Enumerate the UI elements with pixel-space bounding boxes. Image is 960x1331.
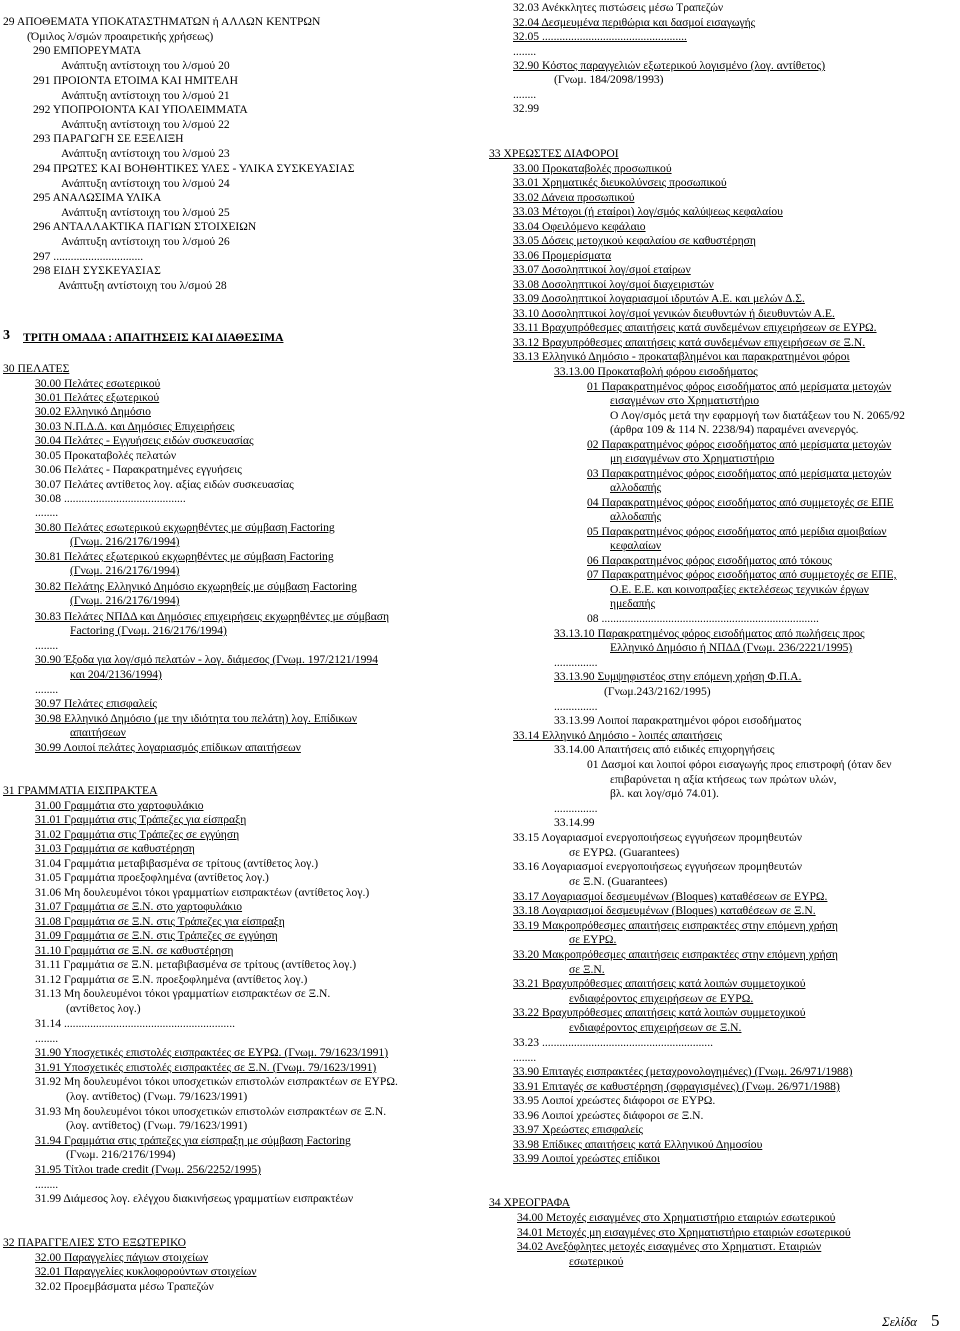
right-line: 32.99 [513, 102, 540, 115]
left-line: Ανάπτυξη αντίστοιχη του λ/σμού 28 [58, 279, 227, 292]
right-line: 33.04 Οφειλόμενο κεφάλαιο [513, 220, 646, 233]
right-line: 33.91 Επιταγές σε καθυστέρηση (σφραγισμένες) (Γνωμ. 26/971/1988) [513, 1080, 840, 1093]
left-line: (Γνωμ. 216/2176/1994) [66, 1148, 176, 1161]
right-line: 34.02 Ανεξόφλητες μετοχές εισαγμένες στο Χρηματιστ. Εταιριών [517, 1240, 822, 1253]
left-line: (λογ. αντίθετος) (Γνωμ. 79/1623/1991) [66, 1090, 248, 1103]
left-line: 31.07 Γραμμάτια σε Ξ.Ν. στο χαρτοφυλάκιο [35, 900, 243, 913]
left-line: 30.00 Πελάτες εσωτερικού [35, 377, 161, 390]
right-line: 33 ΧΡΕΩΣΤΕΣ ΔΙΑΦΟΡΟΙ [489, 147, 619, 160]
right-line: σε ΕΥΡΩ. (Guarantees) [569, 846, 680, 859]
left-line: ........ [35, 506, 59, 519]
right-line: 33.06 Προμερίσματα [513, 249, 612, 262]
left-line: (αντίθετος λογ.) [66, 1002, 141, 1015]
right-line: σε ΕΥΡΩ. [569, 933, 617, 946]
left-line: και 204/2136/1994) [70, 668, 162, 681]
left-line: 31.02 Γραμμάτια στις Τράπεζες σε εγγύηση [35, 828, 240, 841]
left-line: Ανάπτυξη αντίστοιχη του λ/σμού 20 [61, 59, 230, 72]
right-line: ........ [513, 1051, 537, 1064]
left-line: ........ [35, 639, 59, 652]
left-line: 30.97 Πελάτες επισφαλείς [35, 697, 157, 710]
right-line: 33.20 Μακροπρόθεσμες απαιτήσεις εισπρακτέες στην επόμενη χρήση [513, 948, 838, 961]
left-line: Ανάπτυξη αντίστοιχη του λ/σμού 26 [61, 235, 230, 248]
left-line: Factoring (Γνωμ. 216/2176/1994) [70, 624, 227, 637]
right-line: 33.18 Λογαριασμοί δεσμευμένων (Bloques) καταθέσεων σε Ξ.Ν. [513, 904, 816, 917]
right-line: 32.04 Δεσμευμένα περιθώρια και δασμοί εισαγωγής [513, 16, 756, 29]
left-line: 293 ΠΑΡΑΓΩΓΗ ΣΕ ΕΞΕΛΙΞΗ [33, 132, 184, 145]
left-line: 31.91 Υποσχετικές επιστολές εισπρακτέες σε Ξ.Ν. (Γνωμ. 79/1623/1991) [35, 1061, 377, 1074]
left-line: ........ [35, 1032, 59, 1045]
right-line: 07 Παρακρατημένος φόρος εισοδήματος από συμμετοχές σε ΕΠΕ, [587, 568, 897, 581]
left-line: 30.03 Ν.Π.Δ.Δ. και Δημόσιες Επιχειρήσεις [35, 420, 235, 433]
right-line: 33.90 Επιταγές εισπρακτέες (μεταχρονολογημένες) (Γνωμ. 26/971/1988) [513, 1065, 853, 1078]
right-line: 33.95 Λοιποί χρεώστες διάφοροι σε ΕΥΡΩ. [513, 1094, 716, 1107]
left-line: 3 [3, 328, 10, 343]
left-line: 31.05 Γραμμάτια προεξοφλημένα (αντίθετος λογ.) [35, 871, 269, 884]
left-line: 291 ΠΡΟΙΟΝΤΑ ΕΤΟΙΜΑ ΚΑΙ ΗΜΙΤΕΛΗ [33, 74, 238, 87]
right-line: εσωτερικού [569, 1255, 624, 1268]
right-line: (άρθρα 109 & 114 Ν. 2238/94) παραμένει ανενεργός. [610, 423, 859, 436]
left-line: (Γνωμ. 216/2176/1994) [70, 594, 180, 607]
left-line: 31.06 Μη δουλευμένοι τόκοι γραμματίων εισπρακτέων (αντίθετος λογ.) [35, 886, 370, 899]
left-line: 30.90 Έξοδα για λογ/σμό πελατών - λογ. διάμεσος (Γνωμ. 197/2121/1994 [35, 653, 379, 666]
left-line: 32.02 Προεμβάσματα μέσω Τραπεζών [35, 1280, 214, 1293]
left-line: 292 ΥΠΟΠΡΟΙΟΝΤΑ ΚΑΙ ΥΠΟΛΕΙΜΜΑΤΑ [33, 103, 248, 116]
right-line: 33.16 Λογαριασμοί ενεργοποιήσεως εγγυήσεων προμηθευτών [513, 860, 802, 873]
right-line: 33.98 Επίδικες απαιτήσεις κατά Ελληνικού Δημοσίου [513, 1138, 763, 1151]
right-line: 33.01 Χρηματικές διευκολύνσεις προσωπικού [513, 176, 727, 189]
right-line: 32.90 Κόστος παραγγελιών εξωτερικού λογισμένο (λογ. αντίθετος) [513, 59, 826, 72]
left-line: Ανάπτυξη αντίστοιχη του λ/σμού 25 [61, 206, 230, 219]
left-line: 31.90 Υποσχετικές επιστολές εισπρακτέες σε ΕΥΡΩ. (Γνωμ. 79/1623/1991) [35, 1046, 389, 1059]
right-line: (Γνωμ.243/2162/1995) [604, 685, 711, 698]
left-line: 31.01 Γραμμάτια στις Τράπεζες για είσπραξη [35, 813, 247, 826]
right-line: 03 Παρακρατημένος φόρος εισοδήματος από μερίσματα μετοχών [587, 467, 892, 480]
right-line: 33.05 Δόσεις μετοχικού κεφαλαίου σε καθυστέρηση [513, 234, 756, 247]
right-line: ημεδαπής [610, 597, 656, 610]
right-line: ........ [513, 45, 537, 58]
right-line: 06 Παρακρατημένος φόρος εισοδήματος από τόκους [587, 554, 832, 567]
left-line: 31.12 Γραμμάτια σε Ξ.Ν. προεξοφλημένα (αντίθετος λογ.) [35, 973, 308, 986]
left-line: 30.99 Λοιποί πελάτες λογαριασμός επίδικων απαιτήσεων [35, 741, 301, 754]
right-line: 08 ........................................................................... [587, 612, 819, 625]
left-line: 30.82 Πελάτης Ελληνικό Δημόσιο εκχωρηθείς με σύμβαση Factoring [35, 580, 357, 593]
left-line: 30.08 .......................................... [35, 492, 186, 505]
right-line: 32.05 .................................................. [513, 30, 687, 43]
right-line: 33.97 Χρεώστες επισφαλείς [513, 1123, 643, 1136]
right-line: 01 Δασμοί και λοιποί φόροι εισαγωγής προς επιστροφή (όταν δεν [587, 758, 892, 771]
right-line: κεφαλαίων [610, 539, 662, 552]
right-line: σε Ξ.Ν. [569, 963, 605, 976]
right-line: 33.00 Προκαταβολές προσωπικού [513, 162, 672, 175]
left-line: απαιτήσεων [70, 726, 126, 739]
right-line: 34 ΧΡΕΟΓΡΑΦΑ [489, 1196, 571, 1209]
left-line: (λογ. αντίθετος) (Γνωμ. 79/1623/1991) [66, 1119, 248, 1132]
right-line: 33.17 Λογαριασμοί δεσμευμένων (Bloques) καταθέσεων σε ΕΥΡΩ. [513, 890, 828, 903]
right-line: 33.99 Λοιποί χρεώστες επίδικοι [513, 1152, 660, 1165]
left-line: 31.99 Διάμεσος λογ. ελέγχου διακινήσεως γραμματίων εισπρακτέων [35, 1192, 354, 1205]
right-line: (Γνωμ. 184/2098/1993) [554, 73, 664, 86]
right-line: 33.21 Βραχυπρόθεσμες απαιτήσεις κατά λοιπών συμμετοχικού [513, 977, 806, 990]
left-line: 31.13 Μη δουλευμένοι τόκοι γραμματίων εισπρακτέων σε Ξ.Ν. [35, 987, 331, 1000]
left-line: 298 ΕΙΔΗ ΣΥΣΚΕΥΑΣΙΑΣ [33, 264, 161, 277]
right-line: βλ. και λογ/σμό 74.01). [610, 787, 719, 800]
right-line: 33.10 Δοσοληπτικοί λογ/σμοί γενικών διευθυντών ή διευθυντών Α.Ε. [513, 307, 835, 320]
right-line: ενδιαφέροντος επιχειρήσεων σε Ξ.Ν. [569, 1021, 742, 1034]
left-line: 29 ΑΠΟΘΕΜΑΤΑ ΥΠΟΚΑΤΑΣΤΗΜΑΤΩΝ ή ΑΛΛΩΝ ΚΕΝΤΡΩΝ [3, 15, 321, 28]
left-line: 31.11 Γραμμάτια σε Ξ.Ν. μεταβιβασμένα σε τρίτους (αντίθετος λογ.) [35, 958, 357, 971]
left-line: 30 ΠΕΛΑΤΕΣ [3, 362, 70, 375]
left-line: 31 ΓΡΑΜΜΑΤΙΑ ΕΙΣΠΡΑΚΤΕΑ [3, 784, 158, 797]
left-line: 30.98 Ελληνικό Δημόσιο (με την ιδιότητα του πελάτη) λογ. Επίδικων [35, 712, 358, 725]
right-line: 05 Παρακρατημένος φόρος εισοδήματος από μερίδια αμοιβαίων [587, 525, 887, 538]
right-line: 34.01 Μετοχές μη εισαγμένες στο Χρηματιστήριο εταιριών εσωτερικού [517, 1226, 851, 1239]
left-line: (Γνωμ. 216/2176/1994) [70, 535, 180, 548]
left-line: 30.06 Πελάτες - Παρακρατημένες εγγυήσεις [35, 463, 242, 476]
right-line: ............... [554, 802, 598, 815]
left-line: 297 ............................... [33, 250, 144, 263]
right-line: 33.13.00 Προκαταβολή φόρου εισοδήματος [554, 365, 758, 378]
right-line: ........ [513, 88, 537, 101]
left-line: 295 ΑΝΑΛΩΣΙΜΑ ΥΛΙΚΑ [33, 191, 162, 204]
left-line: 31.10 Γραμμάτια σε Ξ.Ν. σε καθυστέρηση [35, 944, 234, 957]
right-line: 33.03 Μέτοχοι (ή εταίροι) λογ/σμός καλύψεως κεφαλαίου [513, 205, 783, 218]
right-line: 02 Παρακρατημένος φόρος εισοδήματος από μερίσματα μετοχών [587, 438, 892, 451]
left-line: 30.07 Πελάτες αντίθετος λογ. αξίας ειδών συσκευασίας [35, 478, 294, 491]
left-line: (Γνωμ. 216/2176/1994) [70, 564, 180, 577]
left-line: 30.83 Πελάτες ΝΠΔΔ και Δημόσιες επιχειρήσεις εκχωρηθέντες με σύμβαση [35, 610, 390, 623]
page-label: Σελίδα [882, 1314, 917, 1329]
page-number: 5 [930, 1311, 940, 1330]
right-line: εισαγμένων στο Χρηματιστήριο [610, 394, 760, 407]
left-line: 31.08 Γραμμάτια σε Ξ.Ν. στις Τράπεζες για είσπραξη [35, 915, 285, 928]
right-line: ............... [554, 700, 598, 713]
right-line: ............... [554, 656, 598, 669]
right-line: 01 Παρακρατημένος φόρος εισοδήματος από μερίσματα μετοχών [587, 380, 892, 393]
left-line: 31.04 Γραμμάτια μεταβιβασμένα σε τρίτους (αντίθετος λογ.) [35, 857, 319, 870]
left-line: 30.05 Προκαταβολές πελατών [35, 449, 177, 462]
left-line: ........ [35, 1178, 59, 1191]
left-line: 296 ΑΝΤΑΛΛΑΚΤΙΚΑ ΠΑΓΙΩΝ ΣΤΟΙΧΕΙΩΝ [33, 220, 257, 233]
right-line: 33.13.90 Συμψηφιστέος στην επόμενη χρήση Φ.Π.Α. [554, 670, 802, 683]
left-line: 32 ΠΑΡΑΓΓΕΛΙΕΣ ΣΤΟ ΕΞΩΤΕΡΙΚΟ [3, 1236, 186, 1249]
left-line: 30.80 Πελάτες εσωτερικού εκχωρηθέντες με σύμβαση Factoring [35, 521, 335, 534]
left-line: 31.00 Γραμμάτια στο χαρτοφυλάκιο [35, 799, 204, 812]
left-line: 30.02 Ελληνικό Δημόσιο [35, 405, 151, 418]
right-line: 33.09 Δοσοληπτικοί λογαριασμοί ιδρυτών Α.Ε. και μελών Δ.Σ. [513, 292, 805, 305]
left-line: 31.14 ........................................................... [35, 1017, 235, 1030]
left-line: 31.09 Γραμμάτια σε Ξ.Ν. στις Τράπεζες σε εγγύηση [35, 929, 278, 942]
left-line: Ανάπτυξη αντίστοιχη του λ/σμού 22 [61, 118, 230, 131]
right-line: 33.13.99 Λοιποί παρακρατημένοι φόροι εισοδήματος [554, 714, 802, 727]
left-line: 30.81 Πελάτες εξωτερικού εκχωρηθέντες με σύμβαση Factoring [35, 550, 334, 563]
right-line: ενδιαφέροντος επιχειρήσεων σε ΕΥΡΩ. [569, 992, 754, 1005]
right-line: 33.14.00 Απαιτήσεις από ειδικές επιχορηγήσεις [554, 743, 775, 756]
right-line: 33.13.10 Παρακρατημένος φόρος εισοδήματος από πωλήσεις προς [554, 627, 865, 640]
left-line: 31.94 Γραμμάτια στις τράπεζες για είσπραξη με σύμβαση Factoring [35, 1134, 351, 1147]
left-line: (Όμιλος λ/σμών προαιρετικής χρήσεως) [27, 30, 214, 43]
right-line: Ο Λογ/σμός μετά την εφαρμογή των διατάξεων του Ν. 2065/92 [610, 409, 905, 422]
left-line: 30.04 Πελάτες - Εγγυήσεις ειδών συσκευασίας [35, 434, 254, 447]
left-line: 31.92 Μη δουλευμένοι τόκοι υποσχετικών επιστολών εισπρακτέων σε ΕΥΡΩ. [35, 1075, 398, 1088]
right-line: επιβαρύνεται η αξία κτήσεως των πρώτων υλών, [610, 773, 837, 786]
right-line: 04 Παρακρατημένος φόρος εισοδήματος από συμμετοχές σε ΕΠΕ [587, 496, 894, 509]
right-line: 33.14.99 [554, 816, 595, 829]
left-line: 30.01 Πελάτες εξωτερικού [35, 391, 160, 404]
left-line: 31.95 Τίτλοι trade credit (Γνωμ. 256/2252/1995) [35, 1163, 261, 1176]
right-line: 33.02 Δάνεια προσωπικού [513, 191, 635, 204]
right-line: αλλοδαπής [610, 510, 662, 523]
right-line: 33.12 Βραχυπρόθεσμες απαιτήσεις κατά συνδεμένων επιχειρήσεων σε Ξ.Ν. [513, 336, 866, 349]
right-line: 33.22 Βραχυπρόθεσμες απαιτήσεις κατά λοιπών συμμετοχικού [513, 1006, 806, 1019]
right-line: 33.19 Μακροπρόθεσμες απαιτήσεις εισπρακτέες στην επόμενη χρήση [513, 919, 838, 932]
left-line: 290 ΕΜΠΟΡΕΥΜΑΤΑ [33, 44, 142, 57]
page-footer [882, 1311, 939, 1331]
right-line: 32.03 Ανέκκλητες πιστώσεις μέσω Τραπεζών [513, 1, 724, 14]
right-line: 33.23 ........................................................... [513, 1036, 713, 1049]
right-line: 33.11 Βραχυπρόθεσμες απαιτήσεις κατά συνδεμένων επιχειρήσεων σε ΕΥΡΩ. [513, 321, 877, 334]
right-line: 33.96 Λοιποί χρεώστες διάφοροι σε Ξ.Ν. [513, 1109, 704, 1122]
left-line: 31.93 Μη δουλευμένοι τόκοι υποσχετικών επιστολών εισπρακτέων σε Ξ.Ν. [35, 1105, 387, 1118]
right-line: 34.00 Μετοχές εισαγμένες στο Χρηματιστήριο εταιριών εσωτερικού [517, 1211, 836, 1224]
left-line: 31.03 Γραμμάτια σε καθυστέρηση [35, 842, 195, 855]
left-line: Ανάπτυξη αντίστοιχη του λ/σμού 24 [61, 177, 230, 190]
right-line: Ελληνικό Δημόσιο ή ΝΠΔΔ (Γνωμ. 236/2221/1995) [610, 641, 853, 654]
right-line: σε Ξ.Ν. (Guarantees) [569, 875, 668, 888]
right-line: 33.13 Ελληνικό Δημόσιο - προκαταβλημένοι και παρακρατημένοι φόροι [513, 350, 850, 363]
left-line: 294 ΠΡΩΤΕΣ ΚΑΙ ΒΟΗΘΗΤΙΚΕΣ ΥΛΕΣ - ΥΛΙΚΑ ΣΥΣΚΕΥΑΣΙΑΣ [33, 162, 355, 175]
right-line: 33.14 Ελληνικό Δημόσιο - λοιπές απαιτήσεις [513, 729, 723, 742]
left-line: ΤΡΙΤΗ ΟΜΑΔΑ : ΑΠΑΙΤΗΣΕΙΣ ΚΑΙ ΔΙΑΘΕΣΙΜΑ [23, 331, 284, 344]
right-line: αλλοδαπής [610, 481, 662, 494]
left-line: 32.00 Παραγγελίες πάγιων στοιχείων [35, 1251, 209, 1264]
left-line: Ανάπτυξη αντίστοιχη του λ/σμού 23 [61, 147, 230, 160]
left-line: ........ [35, 683, 59, 696]
right-line: 33.08 Δοσοληπτικοί λογ/σμοί διαχειριστών [513, 278, 714, 291]
right-line: Ο.Ε. Ε.Ε. και κοινοπραξίες εκτελέσεως τεχνικών έργων [610, 583, 869, 596]
right-line: 33.15 Λογαριασμοί ενεργοποιήσεως εγγυήσεων προμηθευτών [513, 831, 802, 844]
left-line: Ανάπτυξη αντίστοιχη του λ/σμού 21 [61, 89, 230, 102]
right-line: μη εισαγμένων στο Χρηματιστήριο [610, 452, 775, 465]
left-line: 32.01 Παραγγελίες κυκλοφορούντων στοιχείων [35, 1265, 257, 1278]
right-line: 33.07 Δοσοληπτικοί λογ/σμοί εταίρων [513, 263, 691, 276]
